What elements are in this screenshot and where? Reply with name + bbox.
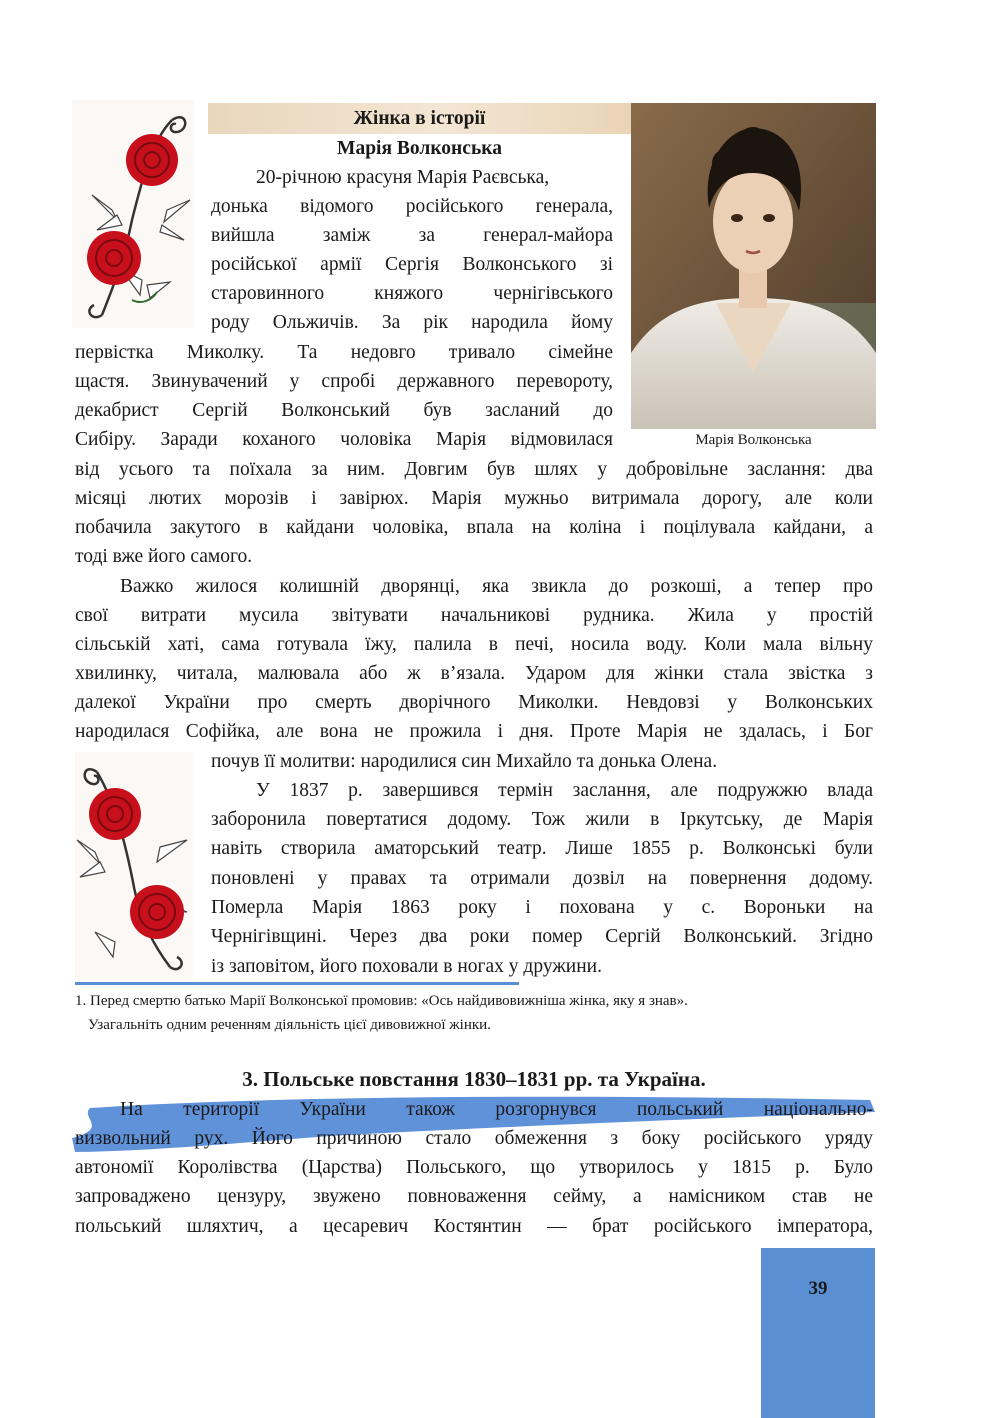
box-line: 20-річною красуня Марія Раєвська, bbox=[256, 167, 550, 188]
section-line: автономії Королівства (Царства) Польського, що утворилось у 1815 р. Було bbox=[75, 1157, 873, 1178]
portrait-image bbox=[631, 103, 876, 429]
section-heading: 3. Польське повстання 1830–1831 рр. та Україна. bbox=[242, 1067, 706, 1091]
rose-ornament-bottom bbox=[75, 752, 193, 978]
box-line: навіть створила аматорський театр. Лише 1855 р. Волконські були bbox=[211, 838, 873, 859]
page-number-tab bbox=[761, 1248, 875, 1418]
section-line: запроваджено цензуру, звужено повноваження сейму, а намісником став не bbox=[75, 1186, 873, 1207]
box-line: вийшла заміж за генерал-майора bbox=[211, 225, 613, 246]
box-line: декабрист Сергій Волконський був засланий до bbox=[75, 400, 613, 421]
box-line: почув її молитви: народилися син Михайло та донька Олена. bbox=[211, 751, 718, 772]
box-line: щастя. Звинувачений у спробі державного перевороту, bbox=[75, 371, 613, 392]
box-line: із заповітом, його поховали в ногах у дружини. bbox=[211, 956, 602, 977]
box-line: первістка Миколку. Та недовго тривало сімейне bbox=[75, 342, 613, 363]
box-line: Чернігівщині. Через два роки помер Сергій Волконський. Згідно bbox=[211, 926, 873, 947]
box-line: Сибіру. Заради коханого чоловіка Марія відмовилася bbox=[75, 429, 613, 450]
box-line: поновлені у правах та отримали дозвіл на повернення додому. bbox=[211, 868, 873, 889]
box-banner-title: Жінка в історії bbox=[353, 108, 486, 129]
box-line: місяці лютих морозів і завірюх. Марія мужньо витримала дорогу, але коли bbox=[75, 488, 873, 509]
box-footnote-line: 1. Перед смертю батько Марії Волконської промовив: «Ось найдивовижніша жінка, яку я знав». bbox=[75, 993, 688, 1009]
box-line: сільській хаті, сама готувала їжу, палила в печі, носила воду. Коли мала вільну bbox=[75, 634, 873, 655]
box-line: побачила закутого в кайдани чоловіка, впала на коліна і поцілувала кайдани, а bbox=[75, 517, 873, 538]
box-footnote-line: Узагальніть одним реченням діяльність цієї дивовижної жінки. bbox=[88, 1017, 491, 1033]
box-line: старовинного княжого чернігівського bbox=[211, 283, 613, 304]
box-line: тоді вже його самого. bbox=[75, 546, 253, 567]
box-line: роду Ольжичів. За рік народила йому bbox=[211, 312, 613, 333]
box-line: народилася Софійка, але вона не прожила і дня. Проте Марія не здалась, і Бог bbox=[75, 721, 873, 742]
box-line: від усього та поїхала за ним. Довгим був шлях у добровільне заслання: два bbox=[75, 459, 873, 480]
box-line: російської армії Сергія Волконського зі bbox=[211, 254, 613, 275]
rose-ornament-top bbox=[72, 100, 194, 328]
box-line: Важко жилося колишній дворянці, яка звикла до розкоші, а тепер про bbox=[120, 576, 873, 597]
box-line: свої витрати мусила звітувати начальникові рудника. Жила у простій bbox=[75, 605, 873, 626]
box-line: далекої України про смерть дворічного Миколки. Невдовзі у Волконських bbox=[75, 692, 873, 713]
box-line: хвилинку, читала, малювала або ж в’язала. Ударом для жінки стала звістка з bbox=[75, 663, 873, 684]
page-number: 39 bbox=[808, 1278, 828, 1299]
section-line: На території України також розгорнувся польський національно- bbox=[120, 1099, 873, 1120]
section-line: визвольний рух. Його причиною стало обмеження з боку російського уряду bbox=[75, 1128, 873, 1149]
portrait-caption: Марія Волконська bbox=[695, 432, 812, 448]
section-line: польський шляхтич, а цесаревич Костянтин — брат російського імператора, bbox=[75, 1216, 873, 1237]
box-separator bbox=[75, 982, 519, 985]
box-line: Померла Марія 1863 року і похована у с. Вороньки на bbox=[211, 897, 873, 918]
box-subtitle: Марія Волконська bbox=[337, 138, 502, 159]
box-line: заборонила повертатися додому. Тож жили в Іркутську, де Марія bbox=[211, 809, 873, 830]
box-line: донька відомого російського генерала, bbox=[211, 196, 613, 217]
box-line: У 1837 р. завершився термін заслання, але подружжю влада bbox=[256, 780, 873, 801]
